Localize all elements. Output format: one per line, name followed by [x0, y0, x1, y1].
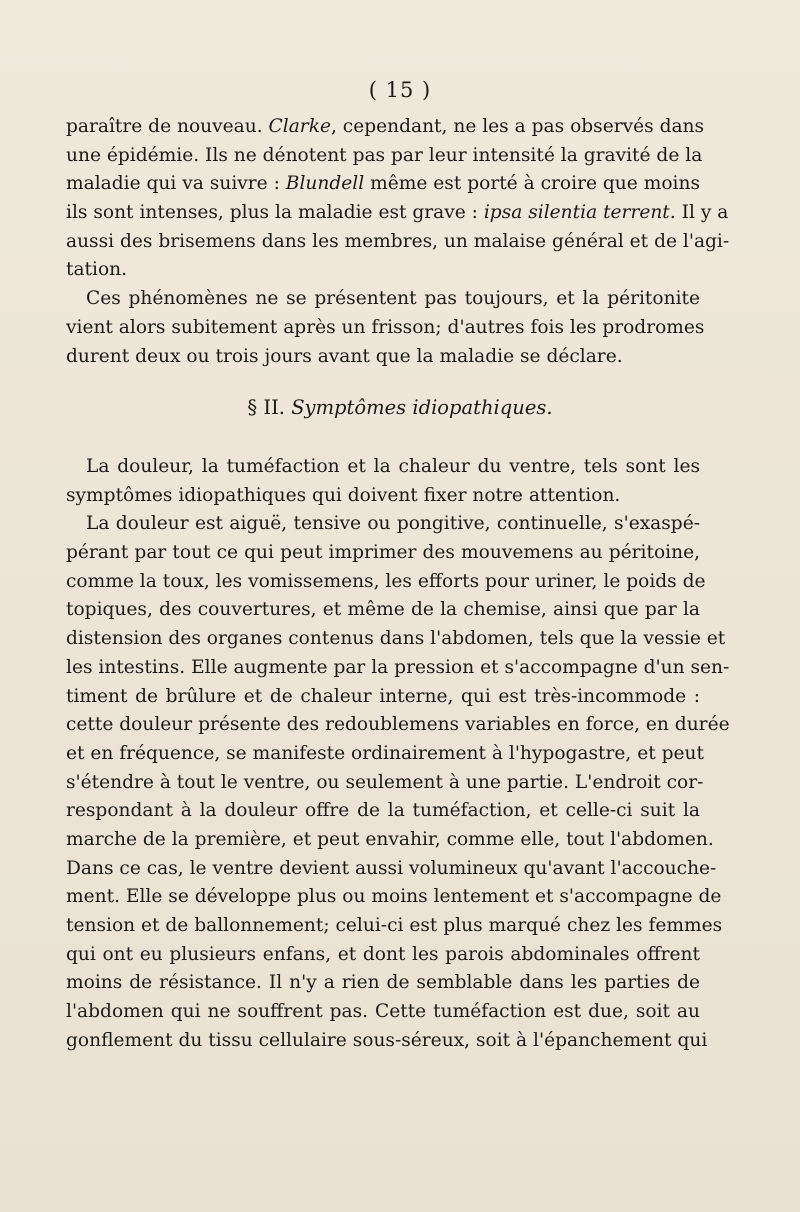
text-run: Dans ce cas, le ventre devient aussi volumineux qu'avant l'accouche- [66, 857, 717, 879]
text-run: qui ont eu plusieurs enfans, et dont les parois abdominales offrent [66, 943, 700, 965]
text-run: ils sont intenses, plus la maladie est grave : [66, 202, 484, 224]
text-line [66, 170, 700, 199]
paragraph [66, 510, 730, 1055]
text-line [66, 625, 726, 654]
page-number: ( 15 ) [368, 78, 432, 102]
text-run: une épidémie. Ils ne dénotent pas par leur intensité la gravité de la [66, 144, 703, 166]
text-run: Il y a [675, 202, 729, 224]
section-title: Symptômes idiopathiques. [291, 396, 553, 419]
text-run: cette douleur présente des redoublemens variables en force, en durée [66, 714, 730, 736]
text-line [66, 142, 703, 171]
text-line [66, 453, 700, 482]
text-run: vient alors subitement après un frisson; d'autres fois les prodromes [66, 316, 705, 338]
text-run: gonflement du tissu cellulaire sous-séreux, soit à l'épanchement qui [66, 1029, 708, 1051]
section-mark: § II. [247, 396, 285, 419]
text-line [66, 769, 704, 798]
text-line [66, 199, 729, 228]
italic-text: ipsa silentia terrent. [483, 202, 676, 224]
text-run: , cependant, ne les a pas observés dans [330, 116, 705, 137]
paragraph [66, 453, 700, 510]
text-run: marche de la première, et peut envahir, comme elle, tout l'abdomen. [66, 828, 714, 850]
text-line [66, 654, 730, 683]
text-run: respondant à la douleur offre de la tuméfaction, et celle-ci suit la [66, 800, 700, 822]
text-line [66, 969, 700, 998]
text-run: l'abdomen qui ne souffrent pas. Cette tuméfaction est due, soit au [66, 1001, 700, 1023]
text-run: symptômes idiopathiques qui doivent fixer notre attention. [66, 484, 621, 506]
text-line [66, 596, 700, 625]
text-line [66, 228, 730, 257]
text-run: durent deux ou trois jours avant que la maladie se déclare. [66, 345, 623, 367]
text-run: moins de résistance. Il n'y a rien de semblable dans les parties de [66, 972, 700, 994]
text-line [66, 539, 700, 568]
text-line [66, 510, 700, 539]
text-line [66, 711, 730, 740]
text-line [66, 998, 700, 1027]
text-run: La douleur, la tuméfaction et la chaleur du ventre, tels sont les [86, 456, 700, 477]
text-run: timent de brûlure et de chaleur interne, qui est très-incommode : [66, 685, 700, 707]
paragraph [66, 285, 705, 371]
text-run: topiques, des couvertures, et même de la chemise, ainsi que par la [66, 599, 700, 621]
text-run: pérant par tout ce qui peut imprimer des mouvemens au péritoine, [66, 542, 700, 564]
text-run: paraître de nouveau. [66, 116, 269, 137]
text-line [66, 683, 700, 712]
text-block-bottom [66, 453, 730, 1055]
text-run: s'étendre à tout le ventre, ou seulement à une partie. L'endroit cor- [66, 771, 704, 793]
italic-text: Blundell [285, 173, 365, 195]
text-line [66, 941, 700, 970]
text-run: aussi des brisemens dans les membres, un malaise général et de l'agi- [66, 230, 730, 252]
text-line [66, 740, 704, 769]
text-line [66, 285, 700, 314]
text-line [66, 912, 723, 941]
text-block-top [66, 113, 730, 371]
text-line [66, 482, 700, 511]
text-run: ment. Elle se développe plus ou moins lentement et s'accompagne de [66, 886, 722, 908]
italic-text: Clarke [268, 116, 331, 137]
text-run: Ces phénomènes ne se présentent pas toujours, et la péritonite [86, 288, 700, 310]
text-line [66, 855, 717, 884]
text-line [66, 1027, 708, 1056]
text-line [66, 314, 705, 343]
text-run: distension des organes contenus dans l'abdomen, tels que la vessie et [66, 628, 726, 650]
text-line [66, 343, 700, 372]
text-line [66, 883, 722, 912]
text-line [66, 256, 700, 285]
text-run: comme la toux, les vomissemens, les efforts pour uriner, le poids de [66, 570, 706, 592]
text-run: La douleur est aiguë, tensive ou pongitive, continuelle, s'exaspé- [86, 513, 700, 535]
text-run: maladie qui va suivre : [66, 173, 286, 195]
text-run: tension et de ballonnement; celui-ci est plus marqué chez les femmes [66, 915, 723, 936]
paragraph [66, 113, 730, 285]
text-line [66, 826, 714, 855]
text-line [66, 797, 700, 826]
text-run: même est porté à croire que moins [364, 173, 700, 195]
text-line [66, 113, 705, 142]
text-line [66, 568, 706, 597]
section-heading [0, 396, 800, 419]
text-run: les intestins. Elle augmente par la pression et s'accompagne d'un sen- [66, 656, 730, 678]
text-run: et en fréquence, se manifeste ordinairement à l'hypogastre, et peut [66, 742, 704, 764]
text-run: tation. [66, 259, 128, 281]
